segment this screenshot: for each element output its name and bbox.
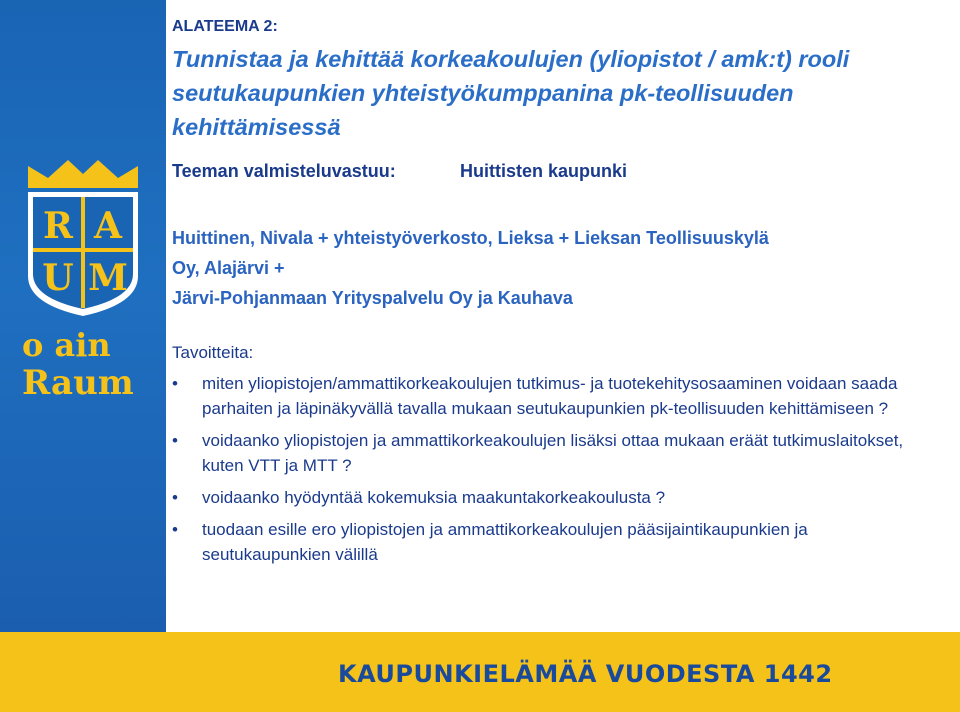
bullet-icon: • (172, 374, 178, 393)
left-brand-band (0, 0, 166, 712)
goal-item (172, 371, 932, 421)
goals-list (172, 371, 932, 574)
partners-line: Oy, Alajärvi + (172, 258, 285, 278)
crest-letter-u: U (42, 257, 74, 299)
partners-line: Huittinen, Nivala + yhteistyöverkosto, Lieksa + Lieksan Teollisuuskylä (172, 228, 769, 248)
responsibility-label: Teeman valmisteluvastuu: (172, 161, 396, 181)
goals-heading: Tavoitteita: (172, 343, 254, 362)
motto-line-1: o ain (22, 326, 111, 364)
partners-line: Järvi-Pohjanmaan Yrityspalvelu Oy ja Kauhava (172, 288, 573, 308)
goal-text: miten yliopistojen/ammattikorkeakoulujen tutkimus- ja tuotekehitysosaaminen voidaan saada parhaiten ja läpinäkyvällä tavalla mukaan seutukaupunkien pk-teollisuuden kehittämiseen ? (202, 374, 898, 418)
partners-block (172, 223, 912, 313)
motto-line-2: Raum (22, 363, 134, 403)
brand-tagline: KAUPUNKIELÄMÄÄ VUODESTA 1442 (338, 660, 833, 688)
bullet-icon: • (172, 431, 178, 450)
rauma-crest-logo (24, 158, 142, 318)
slide-title: Tunnistaa ja kehittää korkeakoulujen (yliopistot / amk:t) rooli seutukaupunkien yhteistyökumppanina pk-teollisuuden kehittämisessä (172, 46, 850, 140)
bullet-icon: • (172, 520, 178, 539)
subtheme-label: ALATEEMA 2: (172, 18, 278, 35)
goal-text: voidaanko yliopistojen ja ammattikorkeakoulujen lisäksi ottaa mukaan eräät tutkimuslaitokset, kuten VTT ja MTT ? (202, 431, 904, 475)
goal-item (172, 517, 932, 567)
goal-text: voidaanko hyödyntää kokemuksia maakuntakorkeakoulusta ? (202, 488, 666, 507)
responsibility-value: Huittisten kaupunki (460, 161, 628, 181)
goal-text: tuodaan esille ero yliopistojen ja ammattikorkeakoulujen pääsijaintikaupunkien ja seutukaupunkien välillä (202, 520, 808, 564)
crest-letter-m: M (88, 257, 128, 299)
motto (22, 326, 134, 402)
goal-item (172, 428, 932, 478)
bullet-icon: • (172, 488, 178, 507)
crest-letter-a: A (94, 205, 122, 247)
goal-item (172, 485, 932, 510)
responsibility-row (172, 161, 628, 182)
crest-letter-r: R (43, 205, 73, 247)
